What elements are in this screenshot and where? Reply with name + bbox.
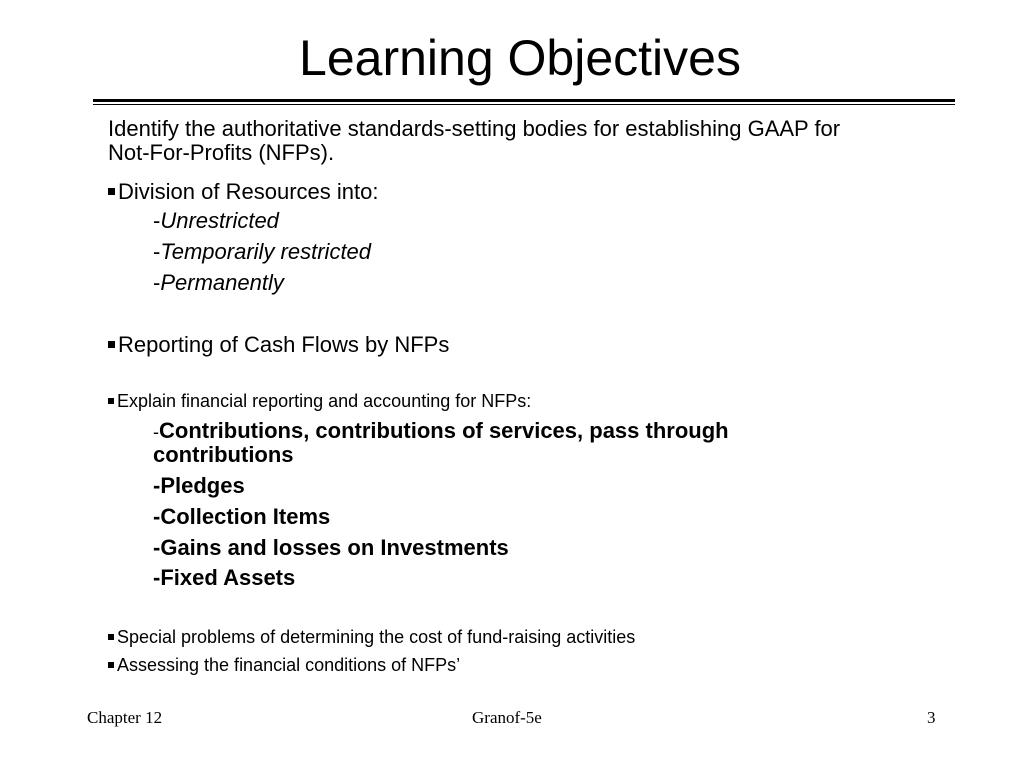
- explain-item-continued: contributions: [153, 442, 294, 467]
- explain-item: -Fixed Assets: [153, 565, 296, 590]
- division-item: -Temporarily restricted: [153, 239, 372, 264]
- bullet-division: [108, 180, 378, 204]
- bullet-marker: [108, 398, 114, 404]
- division-item: -Permanently: [153, 270, 284, 295]
- division-item: -Unrestricted: [153, 208, 279, 233]
- bullet-marker: [108, 188, 115, 195]
- explain-heading: Explain financial reporting and accounting for NFPs:: [117, 391, 532, 411]
- bullet-explain: [108, 391, 531, 411]
- explain-item: -Gains and losses on Investments: [153, 535, 509, 560]
- bullet-marker: [108, 341, 115, 348]
- title-divider-thin: [93, 104, 955, 105]
- slide-title: Learning Objectives: [299, 30, 741, 86]
- explain-item: -Collection Items: [153, 504, 331, 529]
- bullet-special-problems: [108, 627, 635, 647]
- intro-line-2: Not-For-Profits (NFPs).: [108, 140, 335, 165]
- bullet-cash-flows: [108, 333, 449, 357]
- explain-item: -Pledges: [153, 473, 245, 498]
- special-problems-text: Special problems of determining the cost of fund-raising activities: [117, 627, 636, 647]
- explain-item: -Contributions, contributions of services, pass through: [153, 418, 729, 443]
- cash-flows-text: Reporting of Cash Flows by NFPs: [118, 332, 450, 357]
- bullet-marker: [108, 662, 114, 668]
- intro-line-1: Identify the authoritative standards-setting bodies for establishing GAAP for: [108, 116, 841, 141]
- footer-chapter: Chapter 12: [87, 708, 163, 727]
- bullet-marker: [108, 634, 114, 640]
- division-heading: Division of Resources into:: [118, 179, 379, 204]
- bullet-assessing: [108, 655, 460, 675]
- footer-page-number: 3: [927, 708, 936, 727]
- assessing-text: Assessing the financial conditions of NFPs’: [117, 655, 461, 675]
- title-divider-thick: [93, 99, 955, 102]
- footer-book: Granof-5e: [472, 708, 542, 727]
